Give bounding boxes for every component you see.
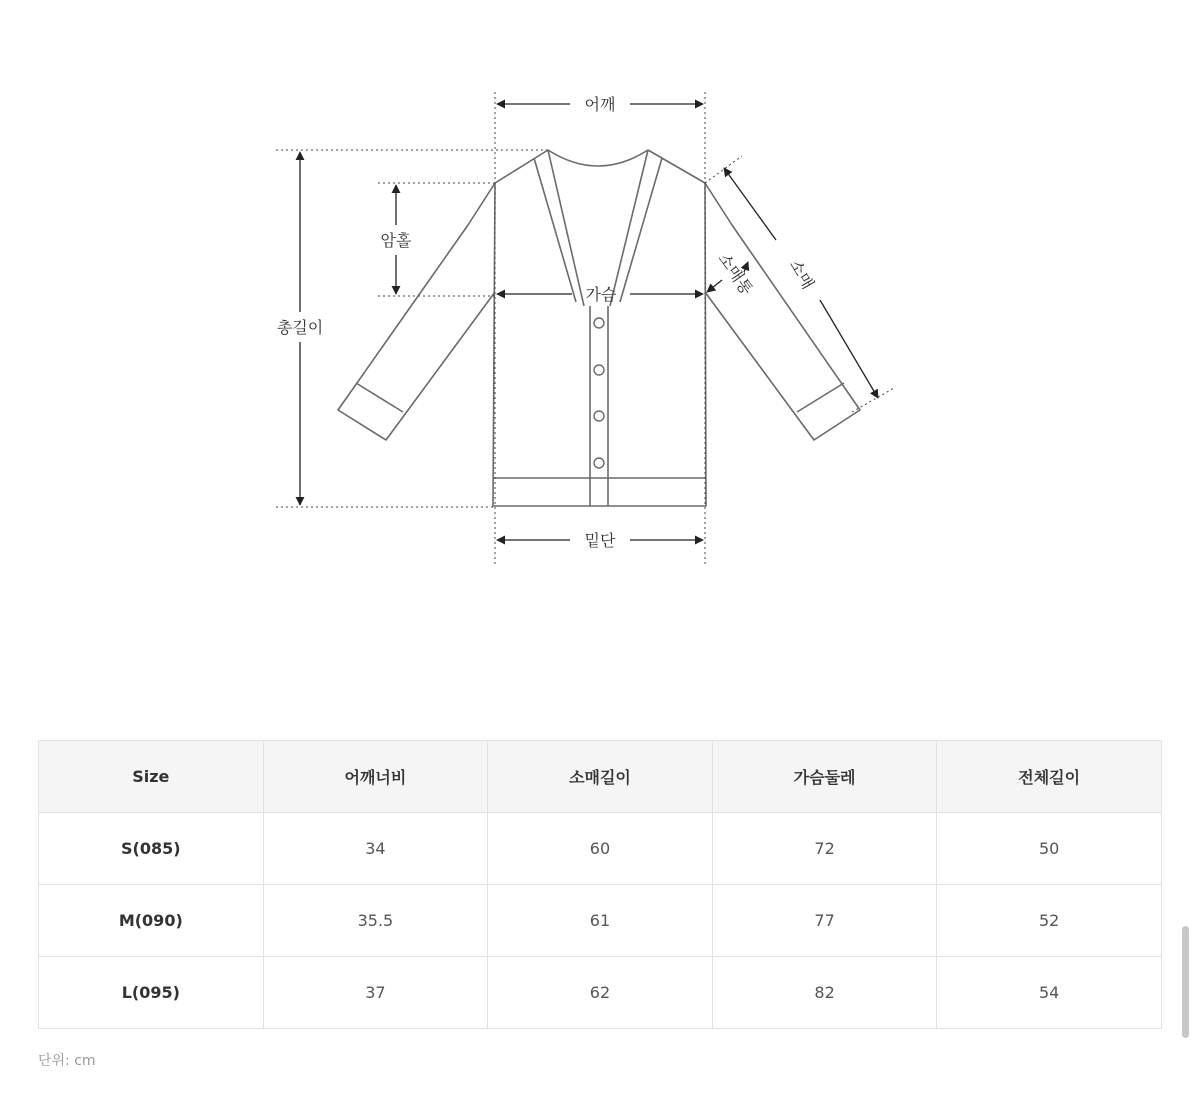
cardigan-button-1 bbox=[594, 318, 604, 328]
table-cell: 77 bbox=[712, 885, 937, 957]
table-header-row bbox=[39, 741, 1162, 813]
table-row bbox=[39, 957, 1162, 1029]
table-cell: 35.5 bbox=[263, 885, 488, 957]
scrollbar-thumb[interactable] bbox=[1182, 926, 1189, 1038]
size-label: L(095) bbox=[39, 957, 264, 1029]
header-size: Size bbox=[39, 741, 264, 813]
label-chest: 가슴 bbox=[585, 285, 617, 304]
sleeve-width-arrow-down bbox=[707, 280, 722, 292]
table-cell: 37 bbox=[263, 957, 488, 1029]
size-label: M(090) bbox=[39, 885, 264, 957]
header-total-length: 전체길이 bbox=[937, 741, 1162, 813]
left-sleeve bbox=[338, 183, 495, 440]
size-chart-table bbox=[38, 740, 1162, 1029]
label-total-length: 총길이 bbox=[276, 318, 324, 337]
label-sleeve: 소매 bbox=[785, 256, 818, 293]
table-cell: 52 bbox=[937, 885, 1162, 957]
header-shoulder-width: 어깨너비 bbox=[263, 741, 488, 813]
table-cell: 61 bbox=[488, 885, 713, 957]
table-cell: 50 bbox=[937, 813, 1162, 885]
header-chest: 가슴둘레 bbox=[712, 741, 937, 813]
label-shoulder: 어깨 bbox=[584, 95, 616, 114]
sleeve-arrow-top bbox=[724, 168, 776, 240]
table-cell: 72 bbox=[712, 813, 937, 885]
label-hem: 밑단 bbox=[584, 531, 616, 550]
right-cuff-line bbox=[797, 383, 844, 412]
measurement-arrows bbox=[300, 104, 878, 540]
table-cell: 54 bbox=[937, 957, 1162, 1029]
size-label: S(085) bbox=[39, 813, 264, 885]
sleeve-arrow-bottom bbox=[820, 300, 878, 398]
neckline-left bbox=[548, 150, 584, 306]
table-row bbox=[39, 813, 1162, 885]
table-cell: 62 bbox=[488, 957, 713, 1029]
cardigan-outline bbox=[338, 150, 860, 506]
guide-lines bbox=[276, 92, 894, 565]
table-cell: 60 bbox=[488, 813, 713, 885]
unit-note: 단위: cm bbox=[38, 1053, 96, 1069]
cardigan-button-2 bbox=[594, 365, 604, 375]
measurement-labels bbox=[277, 95, 818, 550]
collar-outer bbox=[548, 150, 648, 166]
label-sleeve-width: 소매통 bbox=[714, 249, 757, 299]
table-row bbox=[39, 885, 1162, 957]
guide-sleeve-top bbox=[705, 156, 742, 183]
table-cell: 82 bbox=[712, 957, 937, 1029]
left-cuff-line bbox=[356, 383, 403, 412]
right-sleeve bbox=[705, 183, 860, 440]
table-cell: 34 bbox=[263, 813, 488, 885]
header-sleeve-length: 소매길이 bbox=[488, 741, 713, 813]
cardigan-button-3 bbox=[594, 411, 604, 421]
label-armhole: 암홀 bbox=[380, 231, 412, 250]
cardigan-button-4 bbox=[594, 458, 604, 468]
